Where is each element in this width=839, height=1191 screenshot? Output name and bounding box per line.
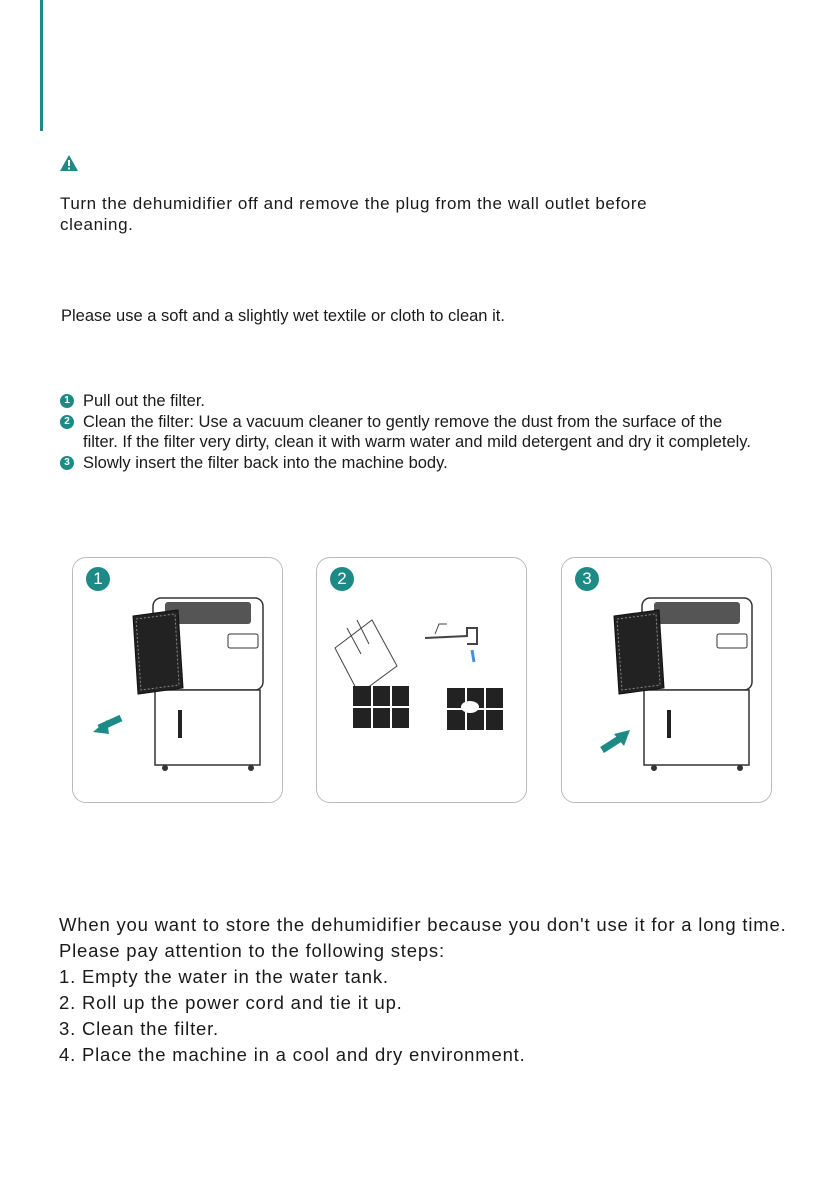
- warning-text: Turn the dehumidifier off and remove the plug from the wall outlet before cleaning.: [60, 194, 648, 234]
- storage-step: 1. Empty the water in the water tank.: [59, 966, 389, 987]
- filter-steps-list: [60, 391, 760, 473]
- illustration-badge: 3: [575, 567, 599, 591]
- dehumidifier-remove-filter-icon: [73, 558, 284, 804]
- cleaning-instruction: Please use a soft and a slightly wet textile or cloth to clean it.: [61, 307, 505, 325]
- illustration-panel-remove-filter: [72, 557, 283, 803]
- illustration-panel-insert-filter: [561, 557, 772, 803]
- storage-section: [59, 912, 799, 1068]
- illustration-badge: 2: [330, 567, 354, 591]
- step-number-badge: 1: [60, 394, 74, 408]
- filter-step-text: Slowly insert the filter back into the machine body.: [83, 453, 448, 472]
- dehumidifier-insert-filter-icon: [562, 558, 773, 804]
- illustration-panel-wash-filter: [316, 557, 527, 803]
- filter-washing-icon: [317, 558, 528, 804]
- filter-step: [60, 453, 760, 474]
- illustration-badge: 1: [86, 567, 110, 591]
- storage-step: 4. Place the machine in a cool and dry environment.: [59, 1044, 526, 1065]
- filter-step: [60, 412, 760, 453]
- filter-step-text: Pull out the filter.: [83, 392, 205, 410]
- section-accent-bar: [40, 0, 43, 131]
- warning-triangle-icon: [59, 154, 79, 172]
- storage-intro: When you want to store the dehumidifier because you don't use it for a long time. Please pay attention to the following steps:: [59, 914, 787, 961]
- storage-step: 3. Clean the filter.: [59, 1018, 219, 1039]
- storage-step: 2. Roll up the power cord and tie it up.: [59, 992, 403, 1013]
- filter-step-text: Clean the filter: Use a vacuum cleaner to gently remove the dust from the surface of the filter. If the filter very dirty, clean it with warm water and mild detergent and dry it completely.: [83, 412, 751, 451]
- filter-step: [60, 391, 760, 412]
- step-number-badge: 3: [60, 456, 74, 470]
- step-number-badge: 2: [60, 415, 74, 429]
